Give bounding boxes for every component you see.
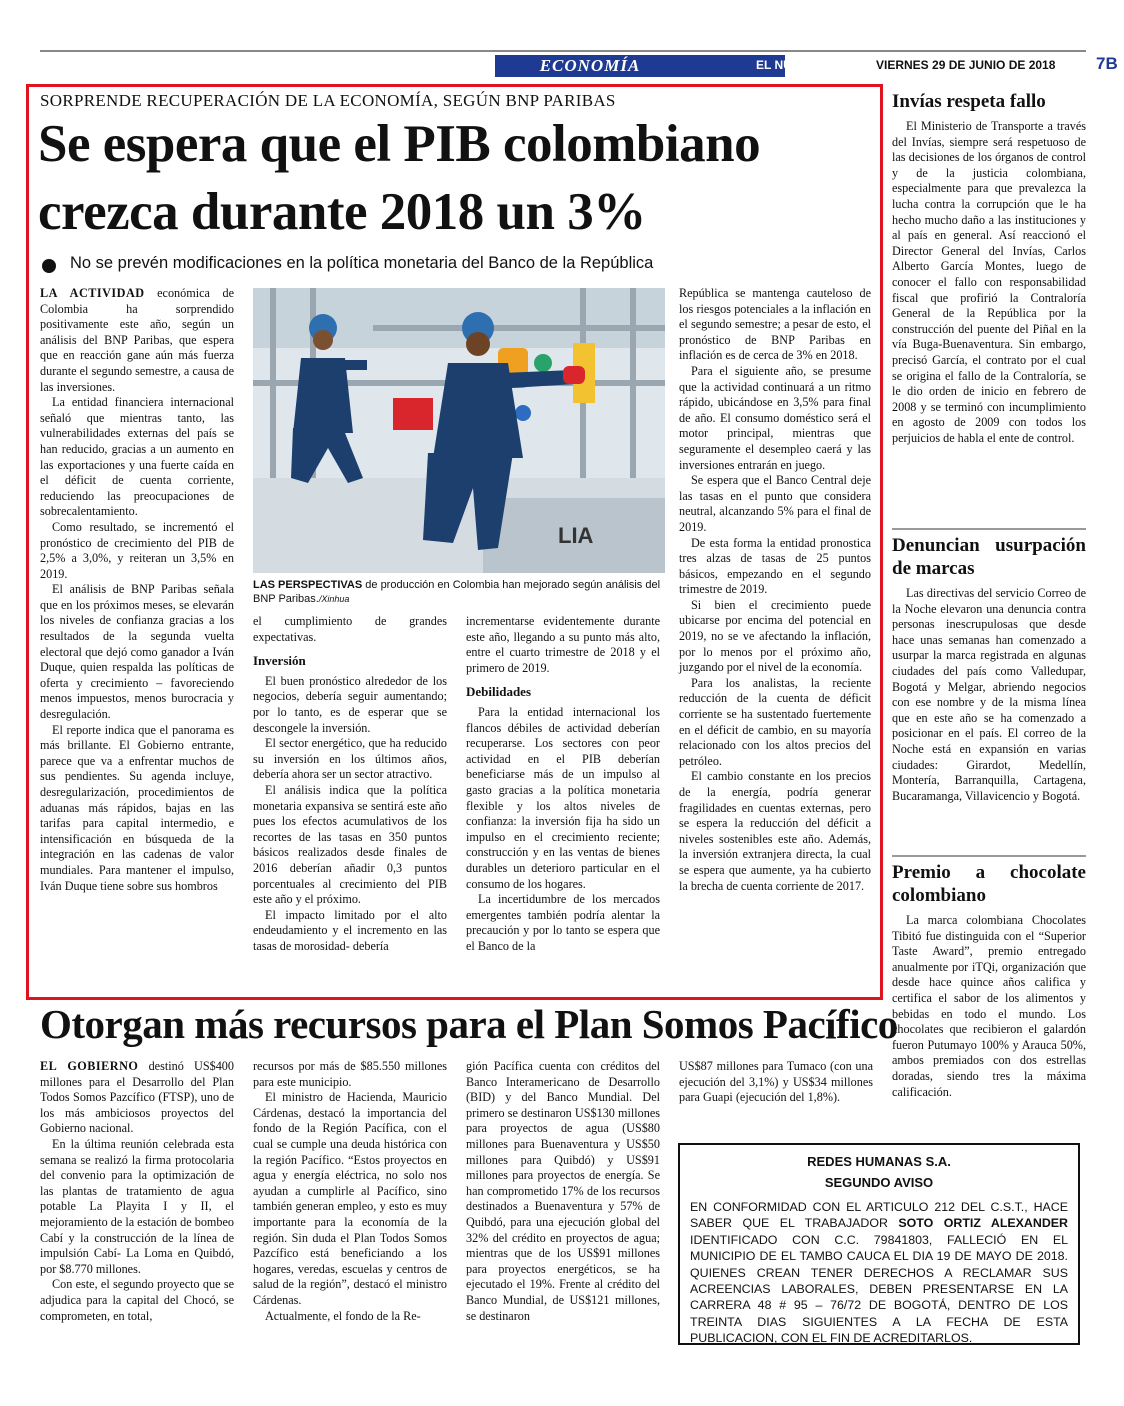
brief-chocolate <box>892 855 1086 1100</box>
subheading-inversion: Inversión <box>253 653 306 669</box>
panel-text: LIA <box>558 523 594 548</box>
divider <box>892 855 1086 857</box>
legal-notice-box <box>678 1143 1080 1345</box>
article-column-1: LA ACTIVIDAD económica de Colombia ha sorprendido positivamente este año, según un análisis del BNP Paribas, que espera que en reacción gane aún más fuerza durante el segundo semestre, a causa de las inversiones. La entidad financiera internacional señaló que mientras tanto, las vulnerabilidades externas del país se han reducido, gracias a un aumento en las exportaciones y una fuerte caída en el déficit de cuenta corriente, reduciendo las preocupaciones de sobrecalentamiento. Como resultado, se incrementó el pronóstico de crecimiento del PIB de 2,5% a 3,0%, y reiteran un 3,5% en 2019. El análisis de BNP Paribas señala que en los próximos meses, se elevarán los niveles de confianza gracias a los resultados de la segunda vuelta electoral que dejó como ganador a Iván Duque, quien respalda las políticas de oferta y crecimiento – favoreciendo menos impuestos, menos burocracia y desregulación. El reporte indica que el panorama es más brillante. El Gobierno entrante, parece que va a enfrentar muchos de sus pendientes. Su agenda incluye, desregularización, procedimientos de aduanas más rápidos, bajas en las tarifas para capital intermedio, e intensificación en búsqueda de la integración en las cadenas de valor mundiales. Para mantener el impulso, Iván Duque tiene sobre sus hombros <box>40 286 234 893</box>
second-column-3 <box>466 1059 660 1324</box>
second-column-2 <box>253 1059 447 1324</box>
notice-body: EN CONFORMIDAD CON EL ARTICULO 212 DEL C.S.T., HACE SABER QUE EL TRABAJADOR SOTO ORTIZ ALEXANDER IDENTIFICADO CON C.C. 79841803, FALLECIÓ EN EL MUNICIPIO DE EL TAMBO CAUCA EL DIA 19 DE MAYO DE 2018. QUIENES CREAN TENER DERECHOS A RECLAMAR SUS ACREENCIAS LABORALES, DEBEN PRESENTARSE EN LA CARRERA 48 # 95 – 76/72 DE BOGOTÁ, DENTRO DE LOS TREINTA DIAS SIGUIENTES A LA FECHA DE ESTA PUBLICACION, CON EL FIN DE ACREDITARLOS. <box>690 1200 1068 1346</box>
paragraph: República se mantenga cauteloso de los riesgos potenciales a la inflación en el segundo semestre; a pesar de esto, el pronóstico de BNP Paribas en inflación es de cerca de 3% en 2018. <box>679 286 871 363</box>
second-article-title: Otorgan más recursos para el Plan Somos Pacífico <box>40 1001 898 1047</box>
paragraph: Se espera que el Banco Central deje las tasas en el punto que considera neutral, alcanzando 5% para el final de 2019. <box>679 473 871 534</box>
brief-title: Invías respeta fallo <box>892 91 1046 112</box>
paper-name: EL NUEVO SIGLO <box>756 58 858 72</box>
paragraph: El cambio constante en los precios de la energía, podría generar fragilidades en cuentas externas, pero se espera la reducción del déficit a niveles sostenibles este año. Además, la inversión extranjera directa, la cual se espera que aumente, ya ha cubierto la brecha de cuenta corriente de 2017. <box>679 769 871 893</box>
second-column-4 <box>679 1059 873 1106</box>
brief-title: Premio a chocolate colombiano <box>892 862 1086 906</box>
paragraph: US$87 millones para Tumaco (con una ejecución del 3,1%) y US$34 millones para Guapi (ejecución del 1,8%). <box>679 1059 873 1105</box>
article-title-line1: Se espera que el PIB colombiano <box>38 115 761 173</box>
paragraph: El reporte indica que el panorama es más brillante. El Gobierno entrante, parece que va a enfrentar muchos de sus pendientes. Su agenda incluye, desregularización, procedimientos de aduanas más rápidos, bajas en las tarifas para capital intermedio, e intensificación en búsqueda de la integración en las cadenas de valor mundiales. Para mantener el impulso, Iván Duque tiene sobre sus hombros <box>40 722 234 893</box>
article-column-2 <box>253 614 447 954</box>
paragraph: recursos por más de $85.550 millones para este municipio. <box>253 1059 447 1089</box>
photo-credit: /Xinhua <box>318 594 350 604</box>
article-subtitle: No se prevén modificaciones en la política monetaria del Banco de la República <box>70 254 654 272</box>
paragraph: gión Pacífica cuenta con créditos del Banco Interamericano de Desarrollo (BID) y del Banco Mundial. Del primero se destinaron US$130 millones para proyectos de agua (US$80 millones para Buenaventura y US$50 millones para Quibdó) y US$91 millones para proyectos de energía. Se han comprometido 17% de los recursos destinados a Buenaventura y 57% de Quibdó, para una ejecución global del 32% del crédito en proyectos de agua; mientras que de los US$91 millones para proyectos energéticos, se ha ejecutado el 19%. Frente al crédito del Banco Mundial, de US$121 millones, se destinaron <box>466 1059 660 1323</box>
paragraph: Con este, el segundo proyecto que se adjudica para la capital del Chocó, se comprometen, en total, <box>40 1277 234 1323</box>
brief-body: El Ministerio de Transporte a través del Invías, siempre será respetuoso de las decisiones de los órganos de control y de la justicia colombiana, especialmente para que prevalezca la lucha contra la corrupción que le ha hecho mucho daño a las instituciones y al país en general. Así reaccionó el Director General del Invías, Carlos Alberto García Montes, luego de conocer el fallo con responsabilidad fiscal que profirió la Contraloría General de la República por la construcción del puente del Piñal en la vía Buga-Buenaventura. Sin embargo, precisó García, el contrato por el cual se origina el fallo de la Contraloría, se le dio orden de inicio en febrero de 2008 y se terminó con incumplimiento en agosto de 2009 con todos los perjuicios de habla el ente de control. <box>892 119 1086 445</box>
brief-invias <box>892 90 1086 446</box>
second-column-1: EL GOBIERNO destinó US$400 millones para el Desarrollo del Plan Todos Somos Pazcífico (FTSP), uno de los más ambiciosos proyectos del Gobierno nacional. En la última reunión celebrada esta semana se realizó la firma protocolaria del convenio para la optimización de las plantas de tratamiento de agua potable La Playita I y II, el mejoramiento de la estación de bombeo Cabí y la construcción de la línea de impulsión Cabí- La Loma en Quibdó, por $8.770 millones. Con este, el segundo proyecto que se adjudica para la capital del Chocó, se comprometen, en total, <box>40 1059 234 1323</box>
brief-body: Las directivas del servicio Correo de la Noche elevaron una denuncia contra personas inescrupulosas que desde hace unas semanas han comenzado a usurpar la marca registrada en algunas ciudades del país como Valledupar, Bogotá y Melgar, abriendo negocios con ese nombre y de la misma línea que en este año se ha comenzado a posicionar en el país. El correo de la Noche está en expansión en varias ciudades: Girardot, Medellín, Montería, Barranquilla, Cartagena, Bucaramanga, Villavicencio y Bogotá. <box>892 586 1086 803</box>
paragraph: El impacto limitado por el alto endeudamiento y el incremento en las tasas de morosidad- debería <box>253 907 447 953</box>
paragraph: Actualmente, el fondo de la Re- <box>265 1308 421 1323</box>
factory-workers-illustration <box>253 288 665 573</box>
subheading-debilidades: Debilidades <box>466 684 532 700</box>
page-number: 7B <box>1096 54 1118 73</box>
section-label: ECONOMÍA <box>539 56 641 75</box>
paragraph: Si bien el crecimiento puede ubicarse por encima del potencial en 2019, no se ve afectando la inflación, por lo menos por el próximo año, juzgando por el nivel de la economía. <box>679 597 871 675</box>
paragraph: Como resultado, se incrementó el pronóstico de crecimiento del PIB de 2,5% a 3,0%, y reiteran un 3,5% en 2019. <box>40 519 234 581</box>
paragraph: En la última reunión celebrada esta semana se realizó la firma protocolaria del convenio para la optimización de las plantas de tratamiento de agua potable La Playita I y II, el mejoramiento de la estación de bombeo Cabí y la construcción de la línea de impulsión Cabí- La Loma en Quibdó, por $8.770 millones. <box>40 1136 234 1276</box>
worker-name: SOTO ORTIZ ALEXANDER <box>898 1216 1068 1231</box>
brief-title: Denuncian usurpación de marcas <box>892 535 1086 579</box>
lead-in: LA ACTIVIDAD <box>40 286 145 300</box>
notice-subtitle: SEGUNDO AVISO <box>824 1175 934 1190</box>
page-date: VIERNES 29 DE JUNIO DE 2018 <box>876 58 1056 72</box>
paragraph: Para los analistas, la reciente reducción de la cuenta de déficit corriente se ha sustentado fuertemente en el déficit de cambio, en su mayoría relacionado con los altos precios del petróleo. <box>679 675 871 768</box>
article-column-4 <box>679 286 871 894</box>
article-column-3 <box>466 614 660 954</box>
bullet-icon <box>42 259 56 273</box>
paragraph: El buen pronóstico alrededor de los negocios, debería seguir aumentando; por lo tanto, es de esperar que se descongele la inversión. <box>253 673 447 735</box>
brief-body: La marca colombiana Chocolates Tibitó fue distinguida con el “Superior Taste Award”, premio entregado anualmente por iTQi, organización que desde hace quince años califica y certifica el sabor de los alimentos y bebidas en todo el mundo. Los chocolates que recibieron el galardón fueron Putumayo 100% y Arauca 50%, ambos premiados con dos estrellas doradas, siendo tres la máxima calificación. <box>892 913 1086 1099</box>
paragraph: El análisis de BNP Paribas señala que en los próximos meses, se elevarán los niveles de confianza gracias a los resultados de la segunda vuelta electoral que dejó como ganador a Iván Duque, quien respalda las políticas de oferta y crecimiento – favoreciendo menos impuestos, menos burocracia y desregulación. <box>40 582 234 722</box>
article-photo <box>253 288 665 573</box>
paragraph: De esta forma la entidad pronostica tres alzas de tasas de 25 puntos básicos, empezando en el segundo trimestre de 2019. <box>679 535 871 597</box>
lead-in: EL GOBIERNO <box>40 1059 139 1073</box>
photo-caption: LAS PERSPECTIVAS de producción en Colombia han mejorado según análisis del BNP Paribas./Xinhua <box>253 579 661 605</box>
page-header <box>40 50 1118 78</box>
paragraph: Para la entidad internacional los flancos débiles de actividad deberían recuperarse. Los sectores con peor actividad en el PIB deberían beneficiarse más de un impulso al gasto gracias a la política monetaria flexible y los altos niveles de confianza: la inversión fija ha sido un impulso en el crecimiento reciente; construcción y en las ventas de bienes durables un deterioro particular en el consumo de los hogares. <box>466 704 660 891</box>
paragraph: incrementarse evidentemente durante este año, llegando a su punto más alto, entre el cuarto trimestre de 2018 y el primero de 2019. <box>466 614 660 675</box>
paragraph: La entidad financiera internacional señaló que mientras tanto, las vulnerabilidades externas del país se han reducido, gracias a un aumento en las exportaciones y una fuerte caída en el déficit de cuenta corriente, reduciendo las preocupaciones de sobrecalentamiento. <box>40 395 234 519</box>
paragraph: El ministro de Hacienda, Mauricio Cárdenas, destacó la importancia del fondo de la Región Pacífica, con el cual se cumple una deuda histórica con la región Pacífico. “Estos proyectos en agua y energía eléctrica, no solo nos ayudan a cumplirle al Pacífico, sino también generan empleo, y esto es muy importante para la economía de la región. Sin duda el Plan Todos Somos Pazcífico está beneficiando a los hogares, veredas, escuelas y centros de salud de la región”, destacó el ministro Cárdenas. <box>253 1090 447 1307</box>
paragraph: el cumplimiento de grandes expectativas. <box>253 614 447 644</box>
article-title-line2: crezca durante 2018 un 3% <box>38 183 646 241</box>
paragraph: Para el siguiente año, se presume que la actividad continuará a un ritmo rápido, ubicándose en 3,5% para final de año. El consumo doméstico será el motor principal, mientras que seguramente el desempleo caerá y las inversiones entrarán en juego. <box>679 363 871 472</box>
article-kicker: SORPRENDE RECUPERACIÓN DE LA ECONOMÍA, SEGÚN BNP PARIBAS <box>40 91 616 110</box>
paragraph: La incertidumbre de los mercados emergentes también podría alentar la precaución y por lo tanto se espera que el Banco de la <box>466 892 660 953</box>
notice-title: REDES HUMANAS S.A. <box>807 1154 951 1169</box>
paragraph: El sector energético, que ha reducido su inversión en los últimos años, debería ahora ser un sector atractivo. <box>253 736 447 782</box>
paragraph: El análisis indica que la política monetaria expansiva se sentirá este año pues los efectos acumulativos de los recortes de las tasas en 350 puntos básicos realizados desde finales de 2016 deberían añadir 0,3 puntos porcentuales al crecimiento del PIB este año y el próximo. <box>253 782 447 907</box>
brief-marcas <box>892 528 1086 804</box>
divider <box>892 528 1086 530</box>
